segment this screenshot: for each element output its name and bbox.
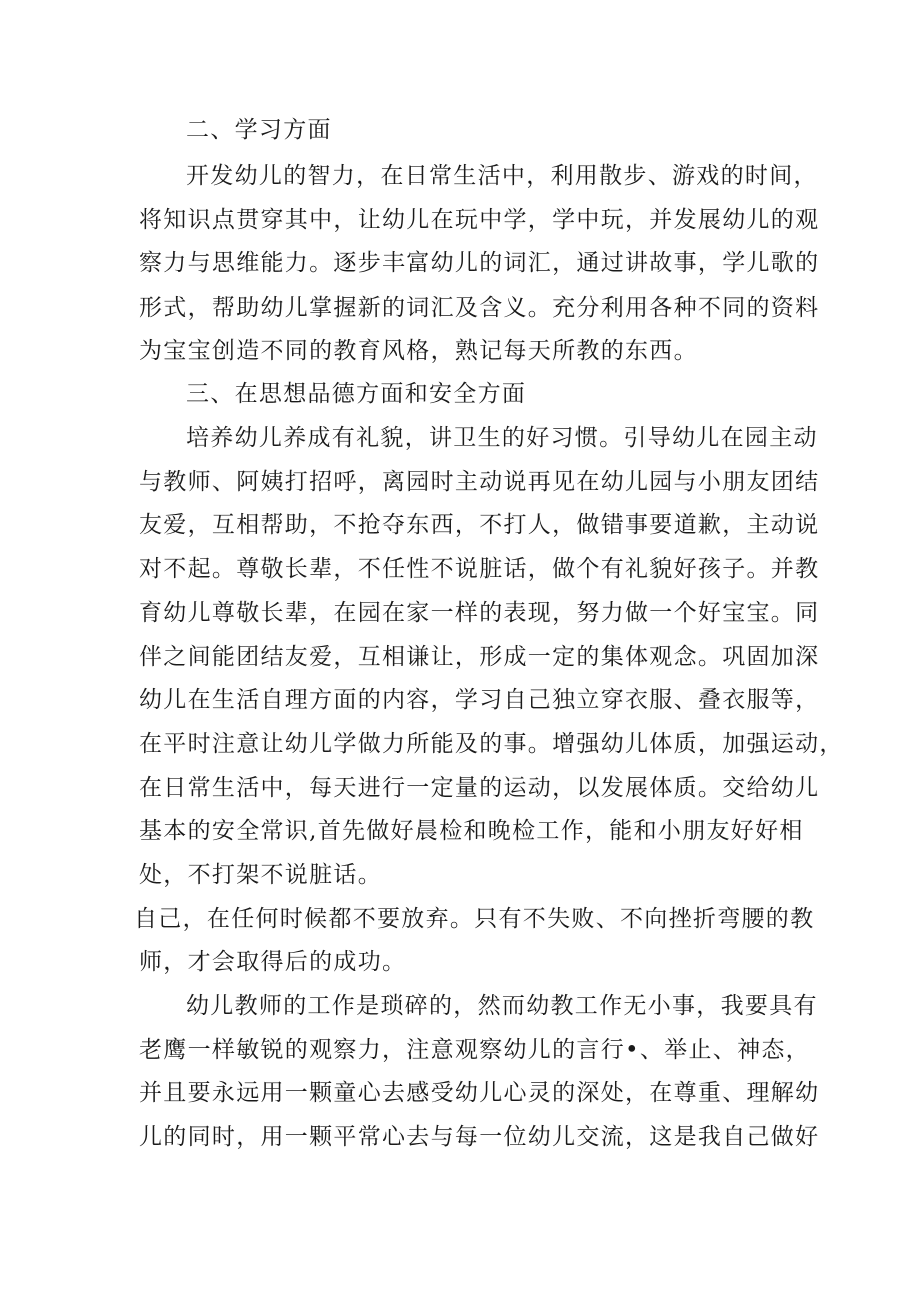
section-heading-study: 二、学习方面 [186,117,332,143]
paragraph-line: 儿的同时，用一颗平常心去与每一位幼儿交流，这是我自己做好 [139,1124,820,1150]
paragraph-line: 老鹰一样敏锐的观察力，注意观察幼儿的言行•、举止、神态， [139,1037,810,1063]
paragraph-line: 育幼儿尊敬长辈，在园在家一样的表现，努力做一个好宝宝。同 [139,600,820,626]
paragraph-line: 师，才会取得后的成功。 [139,949,407,975]
paragraph-line: 幼儿教师的工作是琐碎的，然而幼教工作无小事，我要具有 [186,993,818,1019]
paragraph-line: 为宝宝创造不同的教育风格，熟记每天所教的东西。 [139,338,698,364]
section-heading-morality-safety: 三、在思想品德方面和安全方面 [186,381,527,407]
paragraph-line: 开发幼儿的智力，在日常生活中，利用散步、游戏的时间， [186,163,818,189]
paragraph-line: 形式，帮助幼儿掌握新的词汇及含义。充分利用各种不同的资料 [139,295,820,321]
paragraph-line: 察力与思维能力。逐步丰富幼儿的词汇，通过讲故事，学儿歌的 [139,250,820,276]
paragraph-line: 幼儿在生活自理方面的内容，学习自己独立穿衣服、叠衣服等， [139,687,820,713]
paragraph-line: 将知识点贯穿其中，让幼儿在玩中学，学中玩，并发展幼儿的观 [139,207,820,233]
paragraph-line: 在日常生活中，每天进行一定量的运动，以发展体质。交给幼儿 [139,775,820,801]
paragraph-line: 并且要永远用一颗童心去感受幼儿心灵的深处，在尊重、理解幼 [139,1080,820,1106]
paragraph-line: 与教师、阿姨打招呼，离园时主动说再见在幼儿园与小朋友团结 [139,469,820,495]
paragraph-line: 对不起。尊敬长辈，不任性不说脏话，做个有礼貌好孩子。并教 [139,556,820,582]
paragraph-line: 培养幼儿养成有礼貌，讲卫生的好习惯。引导幼儿在园主动 [186,425,818,451]
paragraph-line: 自己，在任何时候都不要放弃。只有不失败、不向挫折弯腰的教 [134,906,815,932]
paragraph-line: 基本的安全常识,首先做好晨检和晚检工作，能和小朋友好好相 [139,818,804,844]
paragraph-line: 处，不打架不说脏话。 [139,862,382,888]
paragraph-line: 友爱，互相帮助，不抢夺东西，不打人，做错事要道歉，主动说 [139,512,820,538]
paragraph-line: 在平时注意让幼儿学做力所能及的事。增强幼儿体质，加强运动， [139,731,844,757]
paragraph-line: 伴之间能团结友爱，互相谦让，形成一定的集体观念。巩固加深 [139,644,820,670]
